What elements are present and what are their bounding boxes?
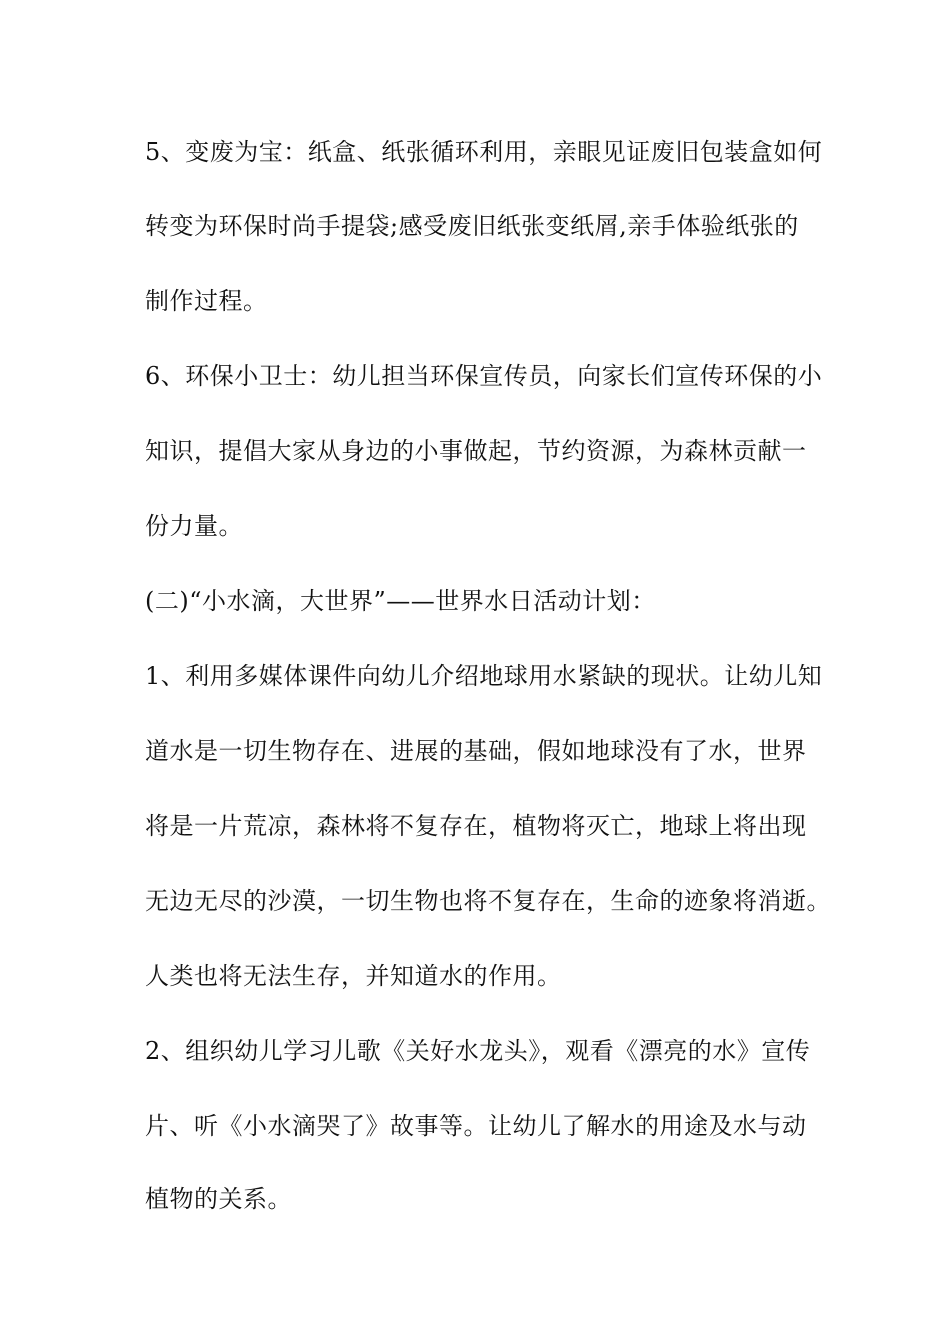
- text-line: 转变为环保时尚手提袋;感受废旧纸张变纸屑,亲手体验纸张的: [145, 212, 799, 240]
- text-line: 6、环保小卫士：幼儿担当环保宣传员，向家长们宣传环保的小: [145, 362, 823, 390]
- text-line: 道水是一切生物存在、进展的基础，假如地球没有了水，世界: [145, 737, 807, 765]
- text-line: 1、利用多媒体课件向幼儿介绍地球用水紧缺的现状。让幼儿知: [145, 662, 823, 690]
- text-line: 将是一片荒凉，森林将不复存在，植物将灭亡，地球上将出现: [145, 812, 807, 840]
- text-line: 制作过程。: [145, 287, 268, 315]
- text-line: 无边无尽的沙漠，一切生物也将不复存在，生命的迹象将消逝。: [145, 887, 831, 915]
- text-line: 片、听《小水滴哭了》故事等。让幼儿了解水的用途及水与动: [145, 1112, 807, 1140]
- text-line: 知识，提倡大家从身边的小事做起，节约资源，为森林贡献一: [145, 437, 807, 465]
- text-line: 植物的关系。: [145, 1185, 292, 1213]
- text-line: 份力量。: [145, 512, 243, 540]
- text-line: 人类也将无法生存，并知道水的作用。: [145, 962, 562, 990]
- text-line: 2、组织幼儿学习儿歌《关好水龙头》，观看《漂亮的水》宣传: [145, 1037, 811, 1065]
- section-heading: (二)“小水滴，大世界”——世界水日活动计划：: [145, 587, 656, 615]
- text-line: 5、变废为宝：纸盒、纸张循环利用，亲眼见证废旧包装盒如何: [145, 138, 823, 166]
